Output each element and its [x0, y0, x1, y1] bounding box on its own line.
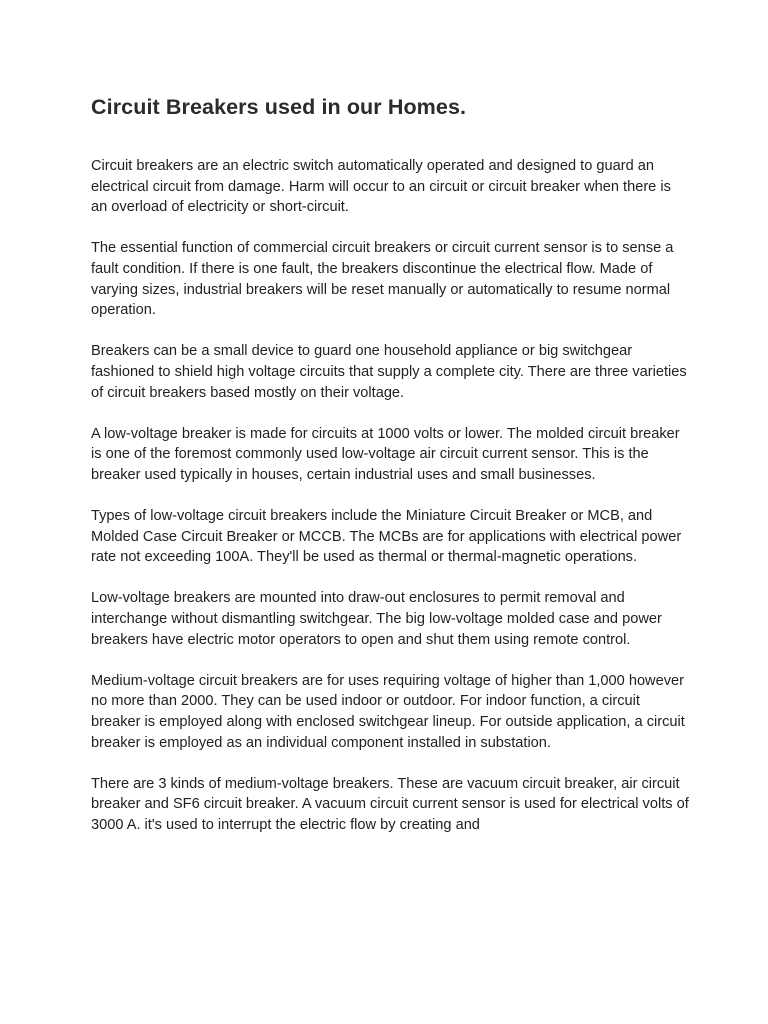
document-page — [91, 92, 691, 856]
paragraph-1: Circuit breakers are an electric switch automatically operated and designed to guard an electrical circuit from damage. Harm will occur to an circuit or circuit breaker when there is an overload of electricity or short-circuit. — [91, 158, 671, 216]
paragraph-6: Low-voltage breakers are mounted into draw-out enclosures to permit removal and interchange without dismantling switchgear. The big low-voltage molded case and power breakers have electric motor operators to open and shut them using remote control. — [91, 590, 662, 648]
document-title: Circuit Breakers used in our Homes. — [91, 95, 467, 119]
paragraph-5: Types of low-voltage circuit breakers include the Miniature Circuit Breaker or MCB, and Molded Case Circuit Breaker or MCCB. The MCBs are for applications with electrical power rate not exceeding 100A. They'll be used as thermal or thermal-magnetic operations. — [91, 508, 682, 566]
paragraph-2: The essential function of commercial circuit breakers or circuit current sensor is to sense a fault condition. If there is one fault, the breakers discontinue the electrical flow. Made of varying sizes, industrial breakers will be reset manually or automatically to resume normal operation. — [91, 240, 674, 319]
paragraph-3: Breakers can be a small device to guard one household appliance or big switchgear fashioned to shield high voltage circuits that supply a complete city. There are three varieties of circuit breakers based mostly on their voltage. — [91, 343, 687, 401]
paragraph-4: A low-voltage breaker is made for circuits at 1000 volts or lower. The molded circuit breaker is one of the foremost commonly used low-voltage air circuit current sensor. This is the breaker used typically in houses, certain industrial uses and small businesses. — [91, 425, 680, 483]
paragraph-7: Medium-voltage circuit breakers are for uses requiring voltage of higher than 1,000 however no more than 2000. They can be used indoor or outdoor. For indoor function, a circuit breaker is employed along with enclosed switchgear lineup. For outside application, a circuit breaker is employed as an individual component installed in substation. — [91, 672, 685, 751]
paragraph-8: There are 3 kinds of medium-voltage breakers. These are vacuum circuit breaker, air circuit breaker and SF6 circuit breaker. A vacuum circuit current sensor is used for electrical volts of 3000 A. it's used to interrupt the electric flow by creating and — [91, 775, 689, 833]
